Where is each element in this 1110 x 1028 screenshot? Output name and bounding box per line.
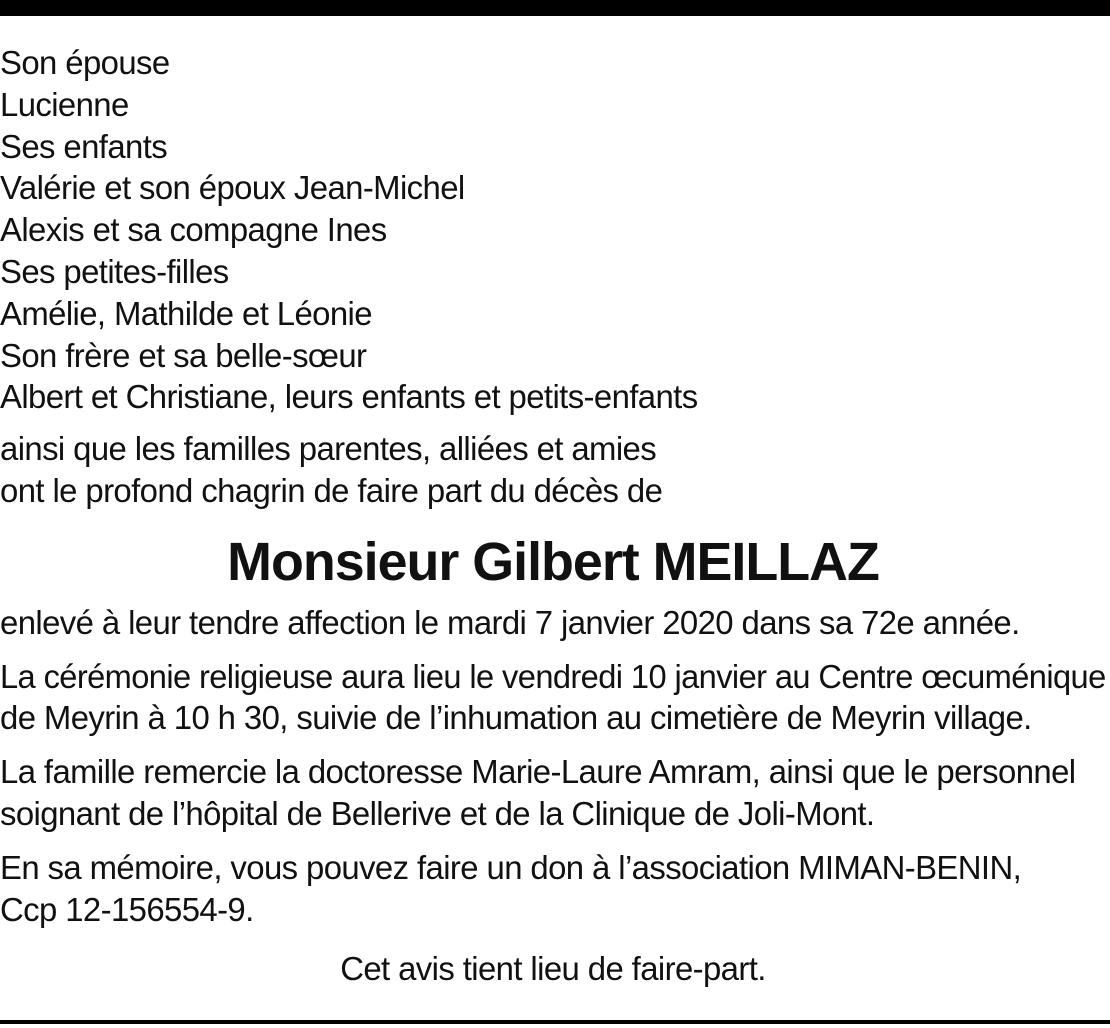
family-line: Valérie et son époux Jean-Michel bbox=[0, 169, 465, 207]
announcement bbox=[0, 428, 1110, 512]
family-line: Ses petites-filles bbox=[0, 252, 229, 290]
family-line: Son frère et sa belle-sœur bbox=[0, 336, 367, 374]
donation-line: Ccp 12-156554-9. bbox=[0, 890, 254, 928]
ceremony-paragraph bbox=[0, 656, 1110, 740]
family-line: Albert et Christiane, leurs enfants et petits-enfants bbox=[0, 378, 698, 416]
donation-line: En sa mémoire, vous pouvez faire un don à l’association MIMAN-BENIN, bbox=[0, 848, 1022, 886]
announcement-line: ainsi que les familles parentes, alliées et amies bbox=[0, 430, 657, 468]
thanks-line: La famille remercie la doctoresse Marie-Laure Amram, ainsi que le personnel bbox=[0, 753, 1076, 791]
footer-note: Cet avis tient lieu de faire-part. bbox=[340, 950, 766, 988]
obituary-notice bbox=[0, 42, 1110, 990]
family-line: Amélie, Mathilde et Léonie bbox=[0, 294, 372, 332]
announcement-line: ont le profond chagrin de faire part du décès de bbox=[0, 471, 663, 509]
family-line: Son épouse bbox=[0, 44, 170, 81]
donation-paragraph bbox=[0, 847, 1110, 931]
bottom-rule bbox=[0, 1020, 1110, 1024]
deceased-name: Monsieur Gilbert MEILLAZ bbox=[227, 531, 879, 592]
ceremony-line: La cérémonie religieuse aura lieu le vendredi 10 janvier au Centre œcuménique bbox=[0, 657, 1106, 695]
thanks-line: soignant de l’hôpital de Bellerive et de la Clinique de Joli-Mont. bbox=[0, 794, 875, 832]
top-rule bbox=[0, 0, 1110, 16]
ceremony-line: de Meyrin à 10 h 30, suivie de l’inhumation au cimetière de Meyrin village. bbox=[0, 699, 1032, 737]
family-list bbox=[0, 42, 1110, 418]
family-line: Lucienne bbox=[0, 85, 129, 123]
family-line: Alexis et sa compagne Ines bbox=[0, 211, 387, 249]
family-line: Ses enfants bbox=[0, 127, 168, 165]
thanks-paragraph bbox=[0, 751, 1110, 835]
death-notice: enlevé à leur tendre affection le mardi 7 janvier 2020 dans sa 72e année. bbox=[0, 603, 1020, 641]
